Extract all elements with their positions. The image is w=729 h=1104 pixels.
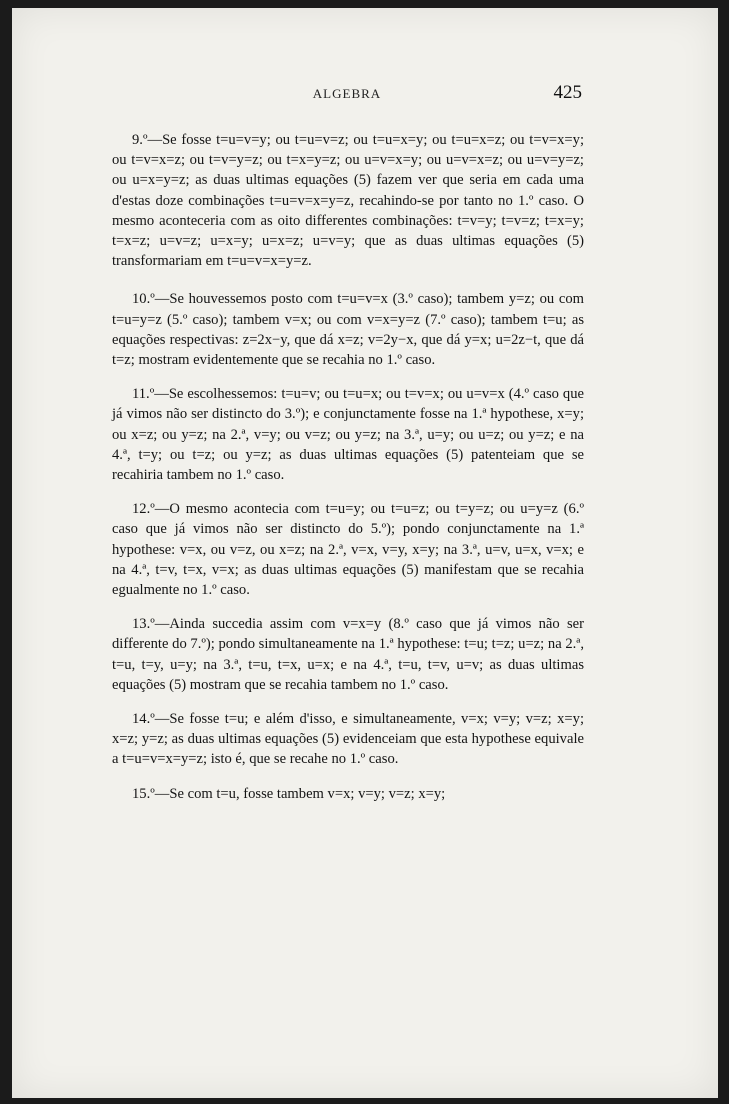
paragraph-10: 10.º—Se houvessemos posto com t=u=v=x (3.º caso); tambem y=z; ou com t=u=y=z (5.º caso); tambem v=x; ou com v=x=y=z (7.º caso); tambem t=u; as equações respectivas: z=2x−y, que dá x=z; v=2y−x, que dá y=x; u=2z−t, que dá t=z; mostram evidentemente que se recahia no 1.º caso. [112,291,584,369]
body-text [112,130,584,818]
paragraph-15: 15.º—Se com t=u, fosse tambem v=x; v=y; v=z; x=y; [132,785,446,802]
paragraph-14: 14.º—Se fosse t=u; e além d'isso, e simultaneamente, v=x; v=y; v=z; x=y; x=z; y=z; as duas ultimas equações (5) evidenceiam que esta hypothese equivale a t=u=v=x=y=z; isto é, que se recahe no 1.º caso. [112,711,584,768]
book-page [12,8,718,1098]
paragraph-13: 13.º—Ainda succedia assim com v=x=y (8.º caso que já vimos não ser differente do 7.º); pondo simultaneamente na 1.ª hypothese: t=u; t=z; u=z; na 2.ª, t=u, t=y, u=y; na 3.ª, t=u, t=x, u=x; e na 4.ª, t=u, t=v, u=v; as duas ultimas equações (5) mostram que se recahia tambem no 1.º caso. [112,616,584,693]
paragraph-12: 12.º—O mesmo acontecia com t=u=y; ou t=u=z; ou t=y=z; ou u=y=z (6.º caso que já vimos não ser distincto do 5.º); pondo conjunctamente na 1.ª hypothese: v=x, ou v=z, ou x=z; na 2.ª, v=x, v=y, x=y; na 3.ª, u=v, u=x, v=x; e na 4.ª, t=v, t=x, v=x; as duas ultimas equações (5) manifestam que se recahia egualmente no 1.º caso. [112,501,584,599]
page-number: 425 [553,82,582,103]
running-title: ALGEBRA [312,86,382,101]
paragraph-11: 11.º—Se escolhessemos: t=u=v; ou t=u=x; ou t=v=x; ou u=v=x (4.º caso que já vimos não ser distincto do 3.º); e conjunctamente fosse na 1.ª hypothese, x=y; ou x=z; ou y=z; na 2.ª, v=y; ou v=z; ou y=z; na 3.ª, u=y; ou u=z; ou y=z; e na 4.ª, t=y; ou t=z; ou y=z; as duas ultimas equações (5) patenteiam que se recahiria tambem no 1.º caso. [112,386,584,484]
paragraph-9: 9.º—Se fosse t=u=v=y; ou t=u=v=z; ou t=u=x=y; ou t=u=x=z; ou t=v=x=y; ou t=v=x=z; ou t=v=y=z; ou t=x=y=z; ou u=v=x=y; ou u=v=x=z; ou u=v=y=z; ou u=x=y=z; as duas ultimas equações (5) fazem ver que seria em cada uma d'estas doze combinações t=u=v=x=y=z, recahindo-se por tanto no 1.º caso. O mesmo aconteceria com as oito differentes combinações: t=v=y; t=v=z; t=x=y; t=x=z; u=v=z; u=x=y; u=x=z; u=v=y; que as duas ultimas equações (5) transformariam em t=u=v=x=y=z. [112,132,584,270]
